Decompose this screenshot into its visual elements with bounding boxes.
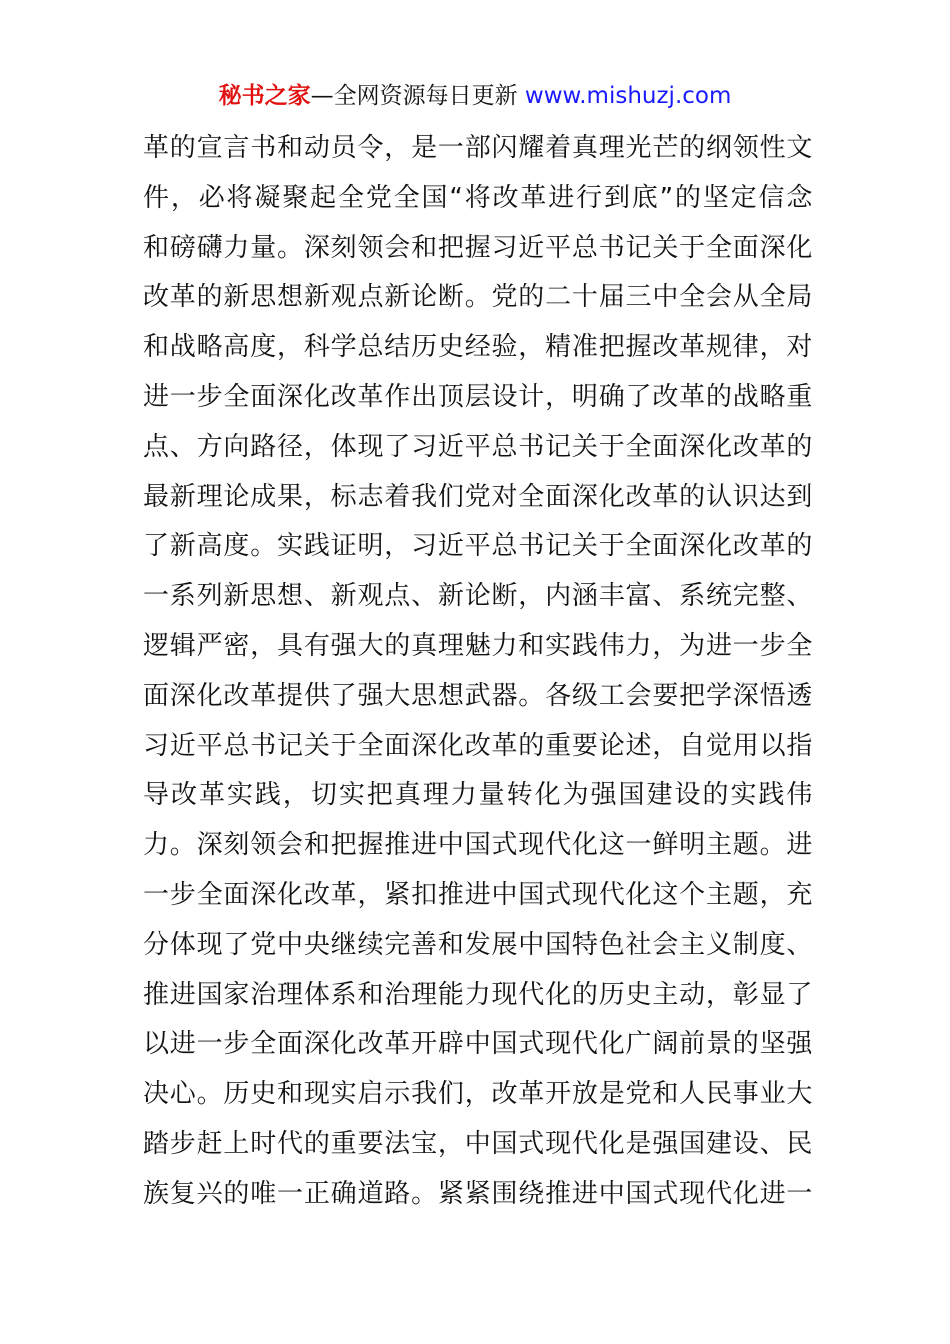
text-line: 族复兴的唯一正确道路。紧紧围绕推进中国式现代化进一 [143,1178,813,1209]
text-line: 推进国家治理体系和治理能力现代化的历史主动，彰显了 [143,979,813,1010]
header-brand: 秘书之家 [218,83,311,109]
text-line: 导改革实践，切实把真理力量转化为强国建设的实践伟 [143,780,813,811]
text-line: 面深化改革提供了强大思想武器。各级工会要把学深悟透 [143,680,813,711]
text-line: 以进一步全面深化改革开辟中国式现代化广阔前景的坚强 [143,1029,813,1060]
text-line: 和战略高度，科学总结历史经验，精准把握改革规律，对 [143,332,813,363]
text-line: 决心。历史和现实启示我们，改革开放是党和人民事业大 [143,1079,813,1110]
page-header [0,80,950,112]
text-line: 革的宣言书和动员令，是一部闪耀着真理光芒的纲领性文 [143,133,813,163]
text-line: 力。深刻领会和把握推进中国式现代化这一鲜明主题。进 [143,830,813,861]
text-line: 了新高度。实践证明，习近平总书记关于全面深化改革的 [143,531,813,562]
header-tagline: —全网资源每日更新 [310,83,518,109]
text-line: 点、方向路径，体现了习近平总书记关于全面深化改革的 [143,431,813,462]
text-line: 一步全面深化改革，紧扣推进中国式现代化这个主题，充 [143,879,813,910]
text-line: 习近平总书记关于全面深化改革的重要论述，自觉用以指 [143,730,813,761]
text-line: 一系列新思想、新观点、新论断，内涵丰富、系统完整、 [143,581,813,612]
text-line: 件，必将凝聚起全党全国“将改革进行到底”的坚定信念 [143,182,813,213]
text-line: 最新理论成果，标志着我们党对全面深化改革的认识达到 [143,481,813,512]
text-line: 和磅礴力量。深刻领会和把握习近平总书记关于全面深化 [143,232,813,263]
text-line: 进一步全面深化改革作出顶层设计，明确了改革的战略重 [143,381,813,412]
header-url[interactable]: www.mishuzj.com [524,83,732,109]
text-line: 分体现了党中央继续完善和发展中国特色社会主义制度、 [143,929,813,960]
text-line: 踏步赶上时代的重要法宝，中国式现代化是强国建设、民 [143,1128,813,1159]
text-line: 改革的新思想新观点新论断。党的二十届三中全会从全局 [143,282,813,313]
body-text [143,124,813,1220]
text-line: 逻辑严密，具有强大的真理魅力和实践伟力，为进一步全 [143,630,813,661]
